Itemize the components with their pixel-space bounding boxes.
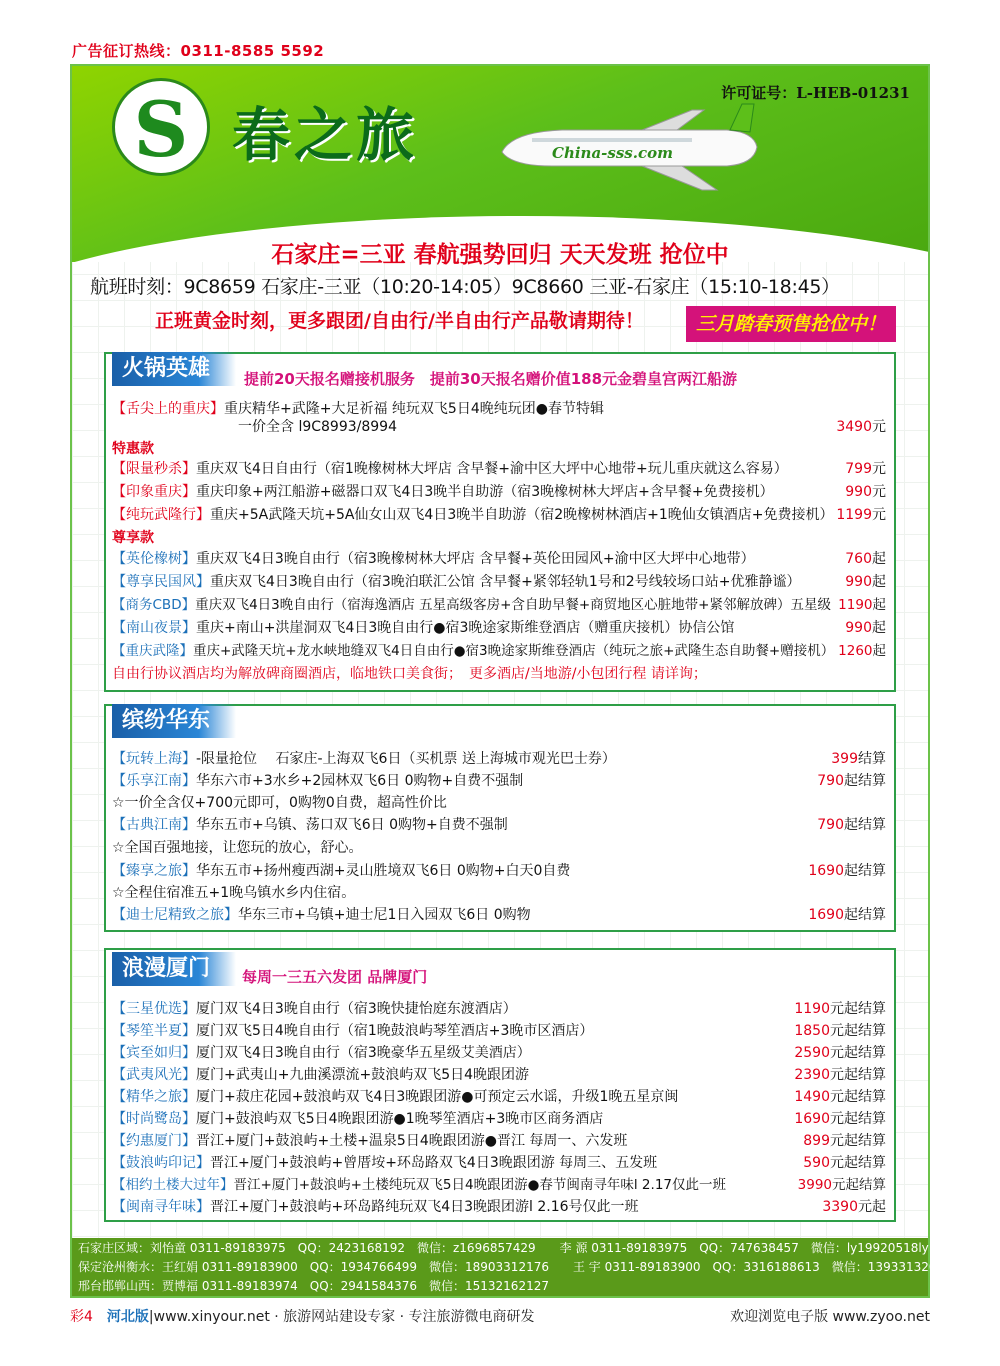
- flight-schedule: 航班时刻：9C8659 石家庄-三亚（10:20-14:05）9C8660 三亚-石家庄（15:10-18:45）: [90, 276, 840, 298]
- list-item: [112, 904, 890, 926]
- list-item: [112, 594, 890, 616]
- list-item: [112, 1174, 890, 1196]
- product-desc: 华东六市+3水乡+2园林双飞6日 0购物+自费不强制: [196, 773, 524, 789]
- price-unit: 元: [872, 484, 886, 500]
- list-item: [112, 1152, 890, 1174]
- price: [803, 1130, 886, 1152]
- price-value: 2590: [794, 1045, 830, 1061]
- product-tag: 【约惠厦门】: [112, 1133, 196, 1149]
- price-unit: 元: [872, 419, 886, 435]
- product-desc: 重庆+5A武隆天坑+5A仙女山双飞4日3晚半自助游（宿2晚橡树林酒店+1晚仙女镇酒店+免费接机）: [210, 507, 834, 523]
- product-desc: 厦门+武夷山+九曲溪漂流+鼓浪屿双飞5日4晚跟团游: [196, 1067, 530, 1083]
- price-value: 990: [845, 620, 872, 636]
- product-desc: 厦门+鼓浪屿双飞5日4晚跟团游●1晚琴笙酒店+3晚市区商务酒店: [196, 1111, 604, 1127]
- product-desc: 重庆双飞4日3晚自由行（宿3晚橡树林大坪店 含早餐+英伦田园风+渝中区大坪中心地带）: [196, 551, 755, 567]
- price-value: 1190: [838, 597, 873, 613]
- price-value: 990: [845, 574, 872, 590]
- price-value: 1490: [794, 1089, 830, 1105]
- price: [845, 617, 886, 639]
- price: [836, 416, 886, 438]
- product-desc: 重庆双飞4日3晚自由行（宿3晚泊联汇公馆 含早餐+紧邻轻轨1号和2号线较场口站+优雅静谧）: [210, 574, 801, 590]
- price: [831, 748, 886, 770]
- product-tag: 【三星优选】: [112, 1001, 196, 1017]
- price-value: 399: [831, 751, 858, 767]
- list-item: [112, 571, 890, 593]
- headline: 石家庄=三亚 春航强势回归 天天发班 抢位中: [271, 242, 729, 268]
- list-item: [112, 1064, 890, 1086]
- price-value: 760: [845, 551, 872, 567]
- price-unit: 结算: [858, 751, 886, 767]
- product-desc: 重庆双飞4日3晚自由行（宿海逸酒店 五星高级客房+含自助早餐+商贸地区心脏地带+紧邻解放碑）五星级: [195, 597, 831, 613]
- product-tag: 【闽南寻年味】: [112, 1199, 210, 1215]
- price-value: 3490: [836, 419, 872, 435]
- price-unit: 元起: [858, 1199, 886, 1215]
- product-desc: 重庆+武隆天坑+龙水峡地缝双飞4日自由行●宿3晚途家斯维登酒店（纯玩之旅+武隆生态自助餐+赠接机）: [193, 643, 835, 659]
- price-value: 1260: [838, 643, 873, 659]
- price-unit: 元起结算: [830, 1023, 886, 1039]
- price-unit: 元起结算: [830, 1067, 886, 1083]
- section-subtitle: 每周一三五六发团 品牌厦门: [242, 968, 428, 986]
- product-desc: 重庆精华+武隆+大足祈福 纯玩双飞5日4晚纯玩团●春节特辑: [224, 401, 604, 417]
- price: [803, 1152, 886, 1174]
- category-label: 尊享款: [112, 530, 154, 546]
- product-tag: 【古典江南】: [112, 817, 196, 833]
- price-unit: 起: [872, 574, 886, 590]
- ad-hotline: 广告征订热线：0311-8585 5592: [72, 42, 325, 60]
- category-label: 特惠款: [112, 441, 154, 457]
- list-item: [112, 504, 890, 526]
- airplane-icon: [492, 102, 762, 192]
- product-tag: 【鼓浪屿印记】: [112, 1155, 210, 1171]
- product-desc: 重庆双飞4日自由行（宿1晚橡树林大坪店 含早餐+渝中区大坪中心地带+玩儿重庆就这么容易）: [196, 461, 788, 477]
- price-value: 799: [845, 461, 872, 477]
- price-unit: 起结算: [844, 817, 886, 833]
- list-item: [112, 748, 890, 770]
- product-tag: 【重庆武隆】: [112, 643, 193, 659]
- price-unit: 起: [872, 551, 886, 567]
- price-value: 1199: [836, 507, 872, 523]
- price-value: 1690: [808, 907, 844, 923]
- price: [822, 1196, 886, 1218]
- product-tag: 【尊享民国风】: [112, 574, 210, 590]
- presale-banner: 三月踏春预售抢位中！: [686, 306, 896, 342]
- product-desc: 晋江+厦门+鼓浪屿+曾厝垵+环岛路双飞4日3晚跟团游 每周三、五发班: [210, 1155, 658, 1171]
- product-desc: -限量抢位 石家庄-上海双飞6日（买机票 送上海城市观光巴士券）: [196, 751, 616, 767]
- plane-livery-text: China-sss.com: [552, 144, 673, 162]
- list-item: [112, 481, 890, 503]
- price-value: 590: [803, 1155, 830, 1171]
- price-value: 2390: [794, 1067, 830, 1083]
- section-xiamen: [104, 948, 896, 1222]
- price: [845, 548, 886, 570]
- list-item: [112, 1086, 890, 1108]
- price: [845, 481, 886, 503]
- price: [845, 458, 886, 480]
- product-tag: 【精华之旅】: [112, 1089, 196, 1105]
- product-desc: 厦门双飞4日3晚自由行（宿3晚快捷怡庭东渡酒店）: [196, 1001, 517, 1017]
- product-tag: 【时尚鹭岛】: [112, 1111, 196, 1127]
- contact-footer: [72, 1238, 952, 1296]
- product-tag: 【英伦橡树】: [112, 551, 196, 567]
- price-value: 1690: [794, 1111, 830, 1127]
- price-unit: 起: [872, 620, 886, 636]
- logo-letter: S: [133, 85, 189, 174]
- e-edition-link[interactable]: 欢迎浏览电子版 www.zyoo.net: [730, 1309, 930, 1325]
- price-unit: 起结算: [844, 907, 886, 923]
- product-tag: 【迪士尼精致之旅】: [112, 907, 238, 923]
- product-desc: 重庆+南山+洪崖洞双飞4日3晚自由行●宿3晚途家斯维登酒店（赠重庆接机）协信公馆: [196, 620, 735, 636]
- website-text[interactable]: |www.xinyour.net · 旅游网站建设专家 · 专注旅游微电商研发: [148, 1309, 535, 1325]
- product-tag: 【乐享江南】: [112, 773, 196, 789]
- price: [817, 770, 886, 792]
- contact-row: 邢台邯郸山西：贾博福 0311-89183974 QQ：2941584376 微信：15132162127: [78, 1279, 549, 1293]
- price-value: 1690: [808, 863, 844, 879]
- section-title: 缤纷华东: [112, 704, 236, 738]
- list-item: [112, 416, 890, 438]
- price-value: 790: [817, 773, 844, 789]
- product-tag: 【舌尖上的重庆】: [112, 401, 224, 417]
- price-unit: 起结算: [844, 773, 886, 789]
- price: [808, 904, 886, 926]
- price-unit: 起: [872, 643, 886, 659]
- list-item: [112, 770, 890, 792]
- price: [838, 640, 886, 662]
- brand-name: 春之旅: [232, 101, 419, 169]
- product-desc: 华东五市+乌镇、荡口双飞6日 0购物+自费不强制: [196, 817, 508, 833]
- price: [838, 594, 886, 616]
- contact-row: 石家庄区域：刘怡童 0311-89183975 QQ：2423168192 微信：z1696857429 李 源 0311-89183975 QQ：747638457 微信：ly19920518ly: [78, 1241, 929, 1255]
- product-desc: 厦门双飞5日4晚自由行（宿1晚鼓浪屿琴笙酒店+3晚市区酒店）: [196, 1023, 594, 1039]
- price: [836, 504, 886, 526]
- product-desc: 厦门双飞4日3晚自由行（宿3晚豪华五星级艾美酒店）: [196, 1045, 531, 1061]
- price: [808, 860, 886, 882]
- product-tag: 【商务CBD】: [112, 597, 196, 613]
- price-unit: 元: [872, 461, 886, 477]
- product-tag: 【相约土楼大过年】: [112, 1177, 234, 1193]
- license-number: 许可证号：L-HEB-01231: [721, 84, 910, 102]
- price-value: 990: [845, 484, 872, 500]
- price-unit: 起: [872, 597, 886, 613]
- bottom-left: [70, 1306, 535, 1326]
- list-item: [112, 548, 890, 570]
- slogan: 正班黄金时刻，更多跟团/自由行/半自由行产品敬请期待！: [155, 310, 644, 332]
- price-value: 3990: [797, 1177, 832, 1193]
- section-title: 浪漫厦门: [112, 952, 236, 986]
- product-tag: 【宾至如归】: [112, 1045, 196, 1061]
- price-unit: 元起结算: [830, 1001, 886, 1017]
- price: [817, 814, 886, 836]
- product-tag: 【琴笙半夏】: [112, 1023, 196, 1039]
- price-value: 899: [803, 1133, 830, 1149]
- product-tag: 【武夷风光】: [112, 1067, 196, 1083]
- product-desc: 重庆印象+两江船游+磁器口双飞4日3晚半自助游（宿3晚橡树林大坪店+含早餐+免费接机）: [196, 484, 774, 500]
- price-unit: 元起结算: [830, 1111, 886, 1127]
- product-desc: 晋江+厦门+鼓浪屿+土楼+温泉5日4晚跟团游●晋江 每周一、六发班: [196, 1133, 628, 1149]
- section-subtitle: 提前20天报名赠接机服务 提前30天报名赠价值188元金碧皇宫两江船游: [244, 370, 738, 388]
- header-banner: [72, 66, 928, 262]
- product-tag: 【玩转上海】: [112, 751, 196, 767]
- price: [794, 1108, 886, 1130]
- list-item: [112, 640, 890, 662]
- list-item: [112, 998, 890, 1020]
- section-chongqing: [104, 352, 896, 692]
- product-note: ☆全国百强地接，让您玩的放心，舒心。: [112, 840, 363, 856]
- price-unit: 元起结算: [830, 1045, 886, 1061]
- edition-label: 河北版: [106, 1309, 149, 1325]
- price: [798, 1174, 886, 1196]
- price-value: 1190: [794, 1001, 830, 1017]
- price: [794, 1042, 886, 1064]
- price-value: 790: [817, 817, 844, 833]
- price-unit: 元起结算: [830, 1089, 886, 1105]
- product-desc: 晋江+厦门+鼓浪屿+土楼纯玩双飞5日4晚跟团游●春节闽南寻年味l 2.17仅此一班: [233, 1177, 726, 1193]
- price-unit: 元起结算: [832, 1177, 886, 1193]
- list-item: [112, 814, 890, 836]
- list-item: [112, 1130, 890, 1152]
- section-note: 自由行协议酒店均为解放碑商圈酒店，临地铁口美食街； 更多酒店/当地游/小包团行程 请详询；: [112, 666, 707, 682]
- product-tag: 【印象重庆】: [112, 484, 196, 500]
- product-desc: 华东五市+扬州瘦西湖+灵山胜境双飞6日 0购物+白天0自费: [196, 863, 571, 879]
- product-tag: 【南山夜景】: [112, 620, 196, 636]
- product-desc: 晋江+厦门+鼓浪屿+环岛路纯玩双飞4日3晚跟团游l 2.16号仅此一班: [210, 1199, 639, 1215]
- list-item: [112, 1020, 890, 1042]
- logo-icon: [112, 78, 210, 176]
- section-title: 火锅英雄: [112, 352, 236, 386]
- section-east-china: [104, 704, 896, 932]
- price-unit: 元: [872, 507, 886, 523]
- price-value: 1850: [794, 1023, 830, 1039]
- product-tag: 【纯玩武隆行】: [112, 507, 210, 523]
- price: [794, 998, 886, 1020]
- page-number: 彩4: [70, 1309, 93, 1325]
- price-value: 3390: [822, 1199, 858, 1215]
- product-note: ☆全程住宿准五+1晚乌镇水乡内住宿。: [112, 885, 356, 901]
- price-unit: 起结算: [844, 863, 886, 879]
- product-desc: 一价全含 l9C8993/8994: [238, 419, 397, 435]
- price: [845, 571, 886, 593]
- price: [794, 1086, 886, 1108]
- product-note: ☆一价全含仅+700元即可，0购物0自费，超高性价比: [112, 795, 447, 811]
- list-item: [112, 1108, 890, 1130]
- product-tag: 【限量秒杀】: [112, 461, 196, 477]
- list-item: [112, 1196, 890, 1218]
- list-item: [112, 860, 890, 882]
- product-desc: 华东三市+乌镇+迪士尼1日入园双飞6日 0购物: [238, 907, 531, 923]
- price: [794, 1020, 886, 1042]
- price-unit: 元起结算: [830, 1133, 886, 1149]
- product-desc: 厦门+菽庄花园+鼓浪屿双飞4日3晚跟团游●可预定云水谣，升级1晚五星京闽: [196, 1089, 679, 1105]
- price: [794, 1064, 886, 1086]
- contact-row: 保定沧州衡水：王红娟 0311-89183900 QQ：1934766499 微信：18903312176 王 宇 0311-89183900 QQ：3316188613 微信：13933132015: [78, 1260, 952, 1274]
- list-item: [112, 1042, 890, 1064]
- list-item: [112, 617, 890, 639]
- price-unit: 元起结算: [830, 1155, 886, 1171]
- list-item: [112, 458, 890, 480]
- product-tag: 【臻享之旅】: [112, 863, 196, 879]
